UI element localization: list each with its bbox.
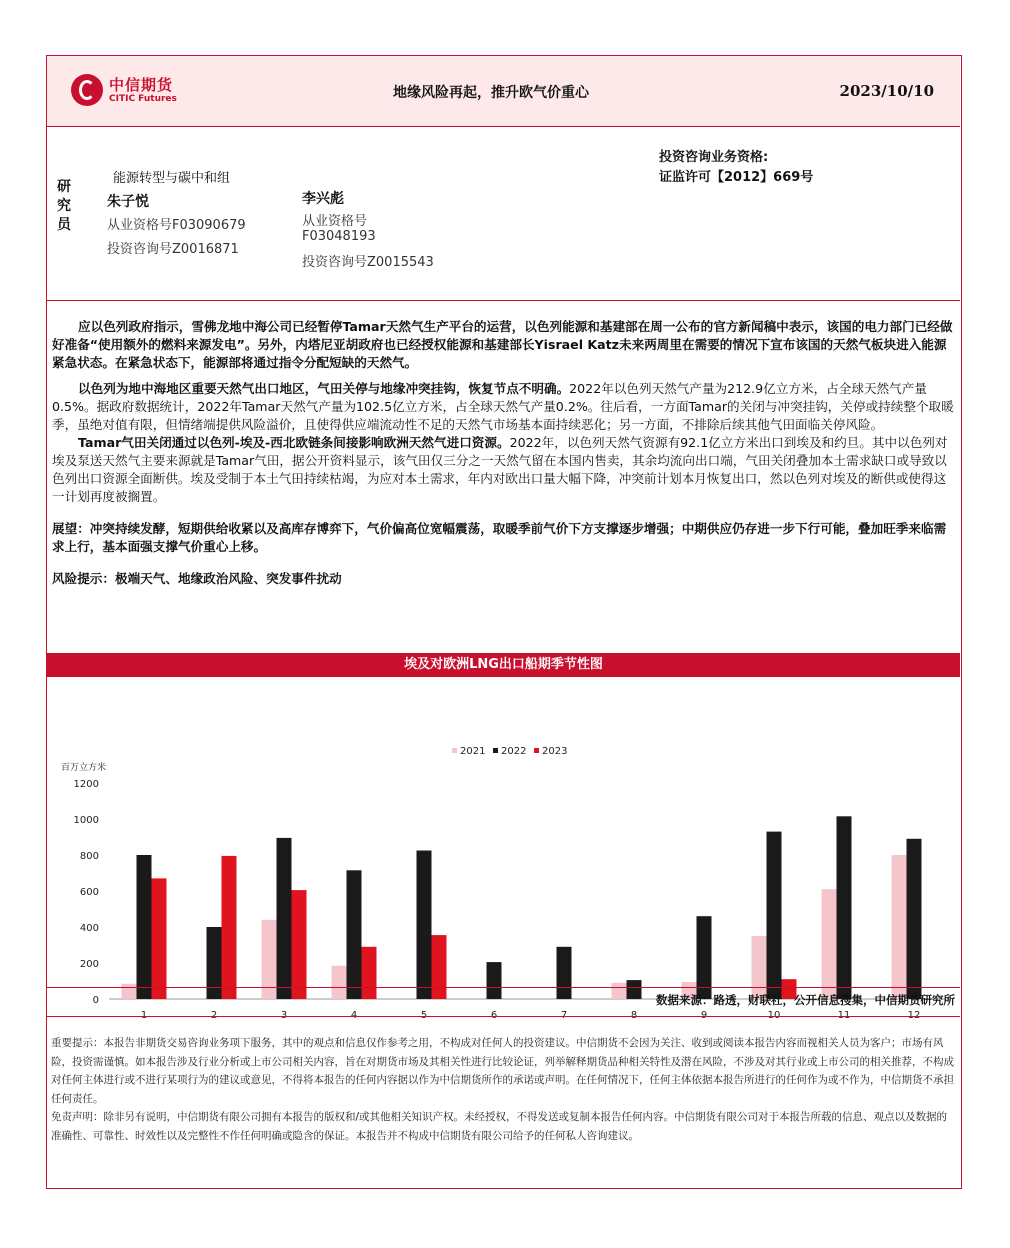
bar-2022-m3 [277,838,292,999]
report-frame [46,55,962,1189]
paragraph-3-text: 2022年，以色列天然气资源有92.1亿立方米出口到埃及和约旦。其中以色列对埃及泵送天然气主要来源就是Tamar气田，据公开资料显示，该气田仅三分之一天然气留在本国内售卖，其余均流向出口端，气田关闭叠加本土需求缺口或导致以色列出口资源全面断供。埃及受制于本土气田持续枯竭，为应对本土需求，年内对欧出口量大幅下降，冲突前计划本月恢复出口，然以色列对埃及的断供或使得这一计划再度被搁置。 [52,435,948,504]
researcher-1-consult: 投资咨询号Z0016871 [107,242,239,257]
bar-2023-m4 [362,947,377,999]
x-tick-label: 11 [837,1010,851,1021]
logo-text-cn: 中信期货 [109,76,174,94]
disclaimer [51,1034,956,1145]
bar-2021-m8 [612,983,627,999]
data-source: 数据来源：路透，财联社，公开信息搜集，中信期货研究所 [656,993,955,1007]
bar-2022-m11 [837,816,852,999]
y-axis-label: 百万立方米 [61,763,107,773]
researcher-2-license-label: 从业资格号 [302,214,368,229]
researcher-2-consult: 投资咨询号Z0015543 [302,255,434,270]
logo [47,56,207,124]
bar-2023-m1 [152,878,167,999]
researcher-label: 研究员 [57,179,71,233]
qualification-label: 投资咨询业务资格: [659,150,769,165]
outlook-paragraph: 展望：冲突持续发酵，短期供给收紧以及高库存博弈下，气价偏高位宽幅震荡，取暖季前气价下方支撑逐步增强；中期供应仍存进一步下行可能，叠加旺季来临需求上行，基本面强支撑气价重心上移。 [52,521,947,554]
divider [47,1016,960,1017]
x-tick-label: 9 [700,1010,708,1021]
bar-2023-m3 [292,890,307,999]
y-tick-label: 1000 [73,815,99,826]
chart-title: 埃及对欧洲LNG出口船期季节性图 [47,653,960,677]
bar-2021-m10 [752,936,767,999]
citic-logo-icon [71,74,103,106]
x-tick-label: 4 [350,1010,358,1021]
x-tick-label: 8 [630,1010,638,1021]
report-body [52,318,957,596]
y-tick-label: 1200 [73,779,99,790]
paragraph-3 [52,434,957,506]
legend-label-2021: 2021 [460,746,486,757]
bar-2022-m10 [767,832,782,999]
bar-2021-m1 [122,984,137,999]
researcher-section [47,126,960,301]
researcher-1-license: 从业资格号F03090679 [107,218,246,233]
report-header [47,56,960,127]
important-notice: 重要提示：本报告非期货交易咨询业务项下服务，其中的观点和信息仅作参考之用，不构成对任何人的投资建议。中信期货不会因为关注、收到或阅读本报告内容而视相关人员为客户；市场有风险，投资需谨慎。如本报告涉及行业分析或上市公司相关内容，旨在对期货市场及其相关性进行比较论证，列举解释期货品种相关特性及潜在风险，不涉及对其行业或上市公司的相关推荐，不构成对任何主体进行或不进行某项行为的建议或意见，不得将本报告的任何内容据以作为中信期货所作的承诺或声明。在任何情况下，任何主体依据本报告所进行的任何作为或不作为，中信期货不承担任何责任。 [51,1037,954,1105]
bar-2022-m12 [907,839,922,999]
legend-swatch-2023 [534,748,539,753]
x-tick-label: 2 [210,1010,218,1021]
bar-2021-m4 [332,966,347,999]
qualification-number: 证监许可【2012】669号 [659,170,814,185]
research-group: 能源转型与碳中和组 [113,171,231,186]
legend-swatch-2021 [452,748,457,753]
bar-2022-m6 [487,962,502,999]
x-tick-label: 10 [767,1010,781,1021]
paragraph-2 [52,380,957,434]
legend-swatch-2022 [493,748,498,753]
researcher-1-name: 朱子悦 [107,194,149,210]
x-tick-label: 6 [490,1010,498,1021]
researcher-2-name: 李兴彪 [302,191,344,207]
logo-text-en: CITIC Futures [109,94,177,104]
paragraph-2-lead: 以色列为地中海地区重要天然气出口地区，气田关停与地缘冲突挂钩，恢复节点不明确。 [78,381,570,396]
bar-2023-m5 [432,935,447,999]
report-date: 2023/10/10 [839,82,934,100]
bar-2021-m11 [822,889,837,999]
divider [47,987,960,988]
bar-2023-m2 [222,856,237,999]
bar-2022-m2 [207,927,222,999]
y-tick-label: 800 [79,851,99,862]
bar-2022-m5 [417,851,432,1000]
legend-label-2023: 2023 [542,746,568,757]
x-tick-label: 7 [560,1010,568,1021]
x-tick-label: 12 [907,1010,921,1021]
paragraph-3-lead: Tamar气田关闭通过以色列-埃及-西北欧链条间接影响欧洲天然气进口资源。 [78,435,510,450]
y-tick-label: 200 [79,959,99,970]
researcher-2-license: F03048193 [302,229,376,244]
bar-2022-m4 [347,870,362,999]
y-tick-label: 600 [79,887,99,898]
y-tick-label: 0 [92,995,99,1006]
bar-2022-m7 [557,947,572,999]
x-tick-label: 5 [420,1010,428,1021]
y-tick-label: 400 [79,923,99,934]
bar-2021-m12 [892,855,907,999]
bar-2022-m1 [137,855,152,999]
paragraph-1: 应以色列政府指示，雪佛龙地中海公司已经暂停Tamar天然气生产平台的运营，以色列能源和基建部在周一公布的官方新闻稿中表示，该国的电力部门已经做好准备“使用额外的燃料来源发电”。另外，内塔尼亚胡政府也已经授权能源和基建部长Yisrael Katz未来两周里在需要的情况下宣布该国的天然气板块进入能源紧急状态。在紧急状态下，能源部将通过指令分配短缺的天然气。 [52,319,953,370]
paragraph-2-text: 2022年以色列天然气产量为212.9亿立方米，占全球天然气产量0.5%。据政府数据统计，2022年Tamar天然气产量为102.5亿立方米，占全球天然气产量0.2%。往后看，一方面Tamar的关闭与冲突挂钩，关停或持续整个取暖季，虽绝对值有限，但情绪端提供风险溢价，且使得供应端流动性不足的天然气市场基本面持续恶化；另一方面，不排除后续其他气田面临关停风险。 [52,381,954,432]
exemption-notice: 免责声明：除非另有说明，中信期货有限公司拥有本报告的版权和/或其他相关知识产权。未经授权，不得发送或复制本报告任何内容。中信期货有限公司对于本报告所载的信息、观点以及数据的准确性、可靠性、时效性以及完整性不作任何明确或隐含的保证。本报告并不构成中信期货有限公司给予的任何私人咨询建议。 [51,1111,948,1142]
x-tick-label: 1 [140,1010,148,1021]
x-tick-label: 3 [280,1010,288,1021]
report-title: 地缘风险再起，推升欧气价重心 [393,85,589,101]
bar-2022-m8 [627,980,642,999]
risk-paragraph: 风险提示：极端天气、地缘政治风险、突发事件扰动 [52,571,342,586]
legend-label-2022: 2022 [501,746,527,757]
